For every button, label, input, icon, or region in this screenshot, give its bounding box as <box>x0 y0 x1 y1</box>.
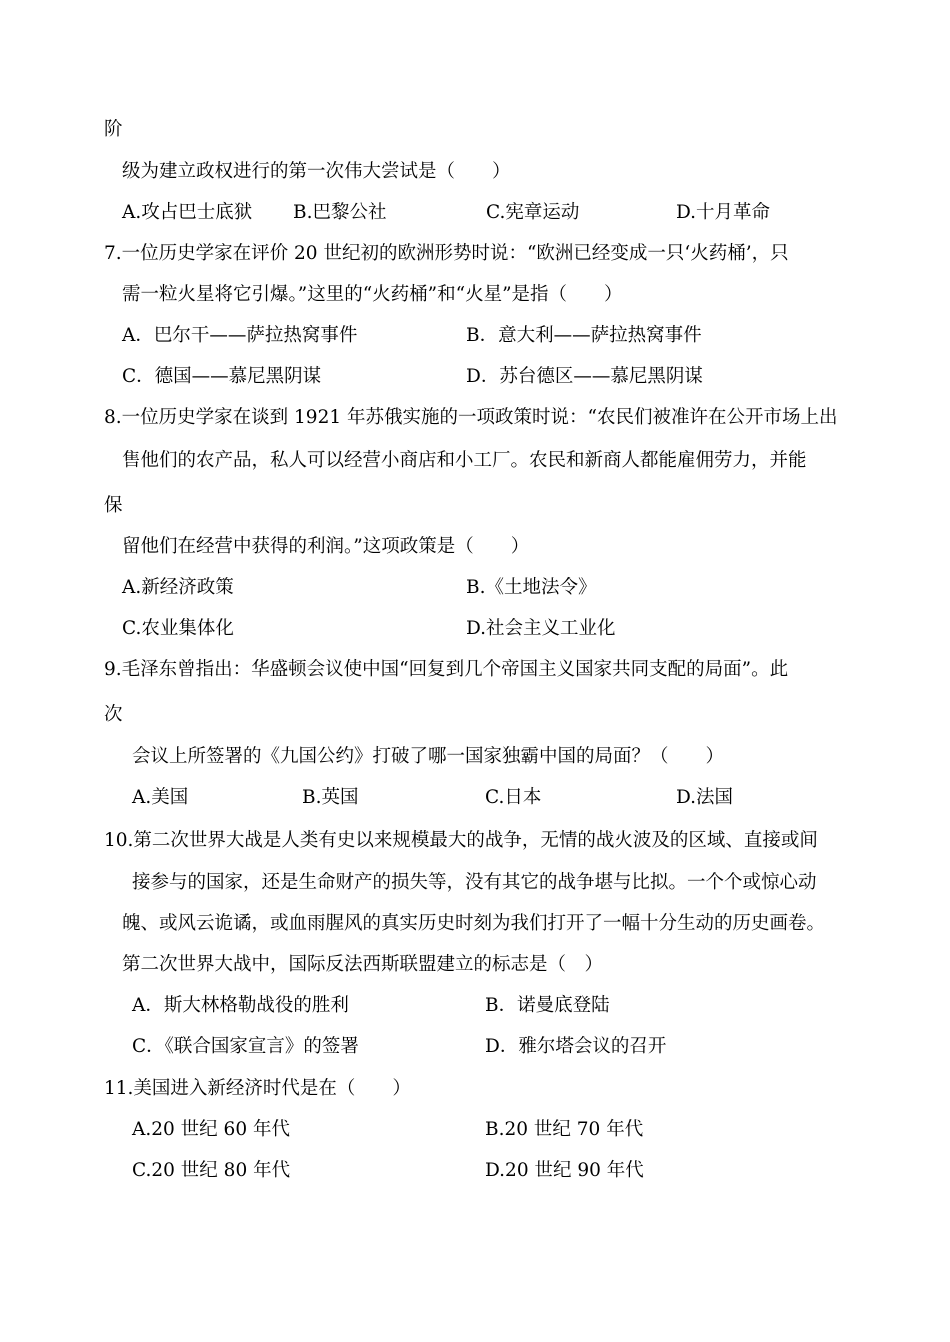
q9-line-3: 会议上所签署的《九国公约》打破了哪一国家独霸中国的局面？（ ） <box>132 746 725 767</box>
q10-option-c: C．《联合国家宣言》的签署 <box>132 1036 359 1057</box>
q8-line-2: 售他们的农产品，私人可以经营小商店和小工厂。农民和新商人都能雇佣劳力，并能 <box>122 450 807 471</box>
q6-option-a: A.攻占巴士底狱 <box>122 202 253 223</box>
q8-option-d: D.社会主义工业化 <box>466 618 616 639</box>
q11-option-d: D.20 世纪 90 年代 <box>485 1160 644 1181</box>
q9-option-b: B.英国 <box>302 787 359 808</box>
q10-option-d: D．雅尔塔会议的召开 <box>485 1036 667 1057</box>
q8-option-c: C.农业集体化 <box>122 618 234 639</box>
q8-line-3: 保 <box>104 495 123 516</box>
q11-line-1: 11.美国进入新经济时代是在（ ） <box>104 1078 411 1099</box>
q9-option-c: C.日本 <box>485 787 542 808</box>
q8-line-4: 留他们在经营中获得的利润。”这项政策是（ ） <box>122 536 530 557</box>
q10-line-3: 魄、或风云诡谲，或血雨腥风的真实历史时刻为我们打开了一幅十分生动的历史画卷。 <box>122 913 826 934</box>
q8-option-b: B.《土地法令》 <box>466 577 597 598</box>
q9-line-2: 次 <box>104 704 123 725</box>
q11-option-c: C.20 世纪 80 年代 <box>132 1160 291 1181</box>
q9-option-d: D.法国 <box>676 787 734 808</box>
q9-line-1: 9.毛泽东曾指出：华盛顿会议使中国“回复到几个帝国主义国家共同支配的局面”。此 <box>104 659 789 680</box>
q6-option-b: B.巴黎公社 <box>293 202 387 223</box>
q10-line-4: 第二次世界大战中，国际反法西斯联盟建立的标志是（ ） <box>122 954 604 975</box>
q7-option-a: A．巴尔干——萨拉热窝事件 <box>122 325 358 346</box>
q10-line-1: 10.第二次世界大战是人类有史以来规模最大的战争，无情的战火波及的区域、直接或间 <box>104 830 818 851</box>
q7-option-d: D．苏台德区——慕尼黑阴谋 <box>466 366 703 387</box>
q9-option-a: A.美国 <box>132 787 189 808</box>
q6-option-d: D.十月革命 <box>676 202 771 223</box>
q8-line-1: 8.一位历史学家在谈到 1921 年苏俄实施的一项政策时说：“农民们被准许在公开市场上出 <box>104 407 838 428</box>
q6-option-c: C.宪章运动 <box>486 202 580 223</box>
q6-line-2: 级为建立政权进行的第一次伟大尝试是（ ） <box>122 161 511 182</box>
q7-line-2: 需一粒火星将它引爆。”这里的“火药桶”和“火星”是指（ ） <box>122 284 623 305</box>
q10-line-2: 接参与的国家，还是生命财产的损失等，没有其它的战争堪与比拟。一个个或惊心动 <box>132 872 817 893</box>
q11-option-b: B.20 世纪 70 年代 <box>485 1119 644 1140</box>
q8-option-a: A.新经济政策 <box>122 577 234 598</box>
q10-option-b: B．诺曼底登陆 <box>485 995 610 1016</box>
q7-option-c: C．德国——慕尼黑阴谋 <box>122 366 322 387</box>
q11-option-a: A.20 世纪 60 年代 <box>132 1119 290 1140</box>
q7-line-1: 7.一位历史学家在评价 20 世纪初的欧洲形势时说：“欧洲已经变成一只‘火药桶’，只 <box>104 243 789 264</box>
q6-line-1: 阶 <box>104 119 123 140</box>
q7-option-b: B．意大利——萨拉热窝事件 <box>466 325 702 346</box>
q10-option-a: A．斯大林格勒战役的胜利 <box>132 995 349 1016</box>
